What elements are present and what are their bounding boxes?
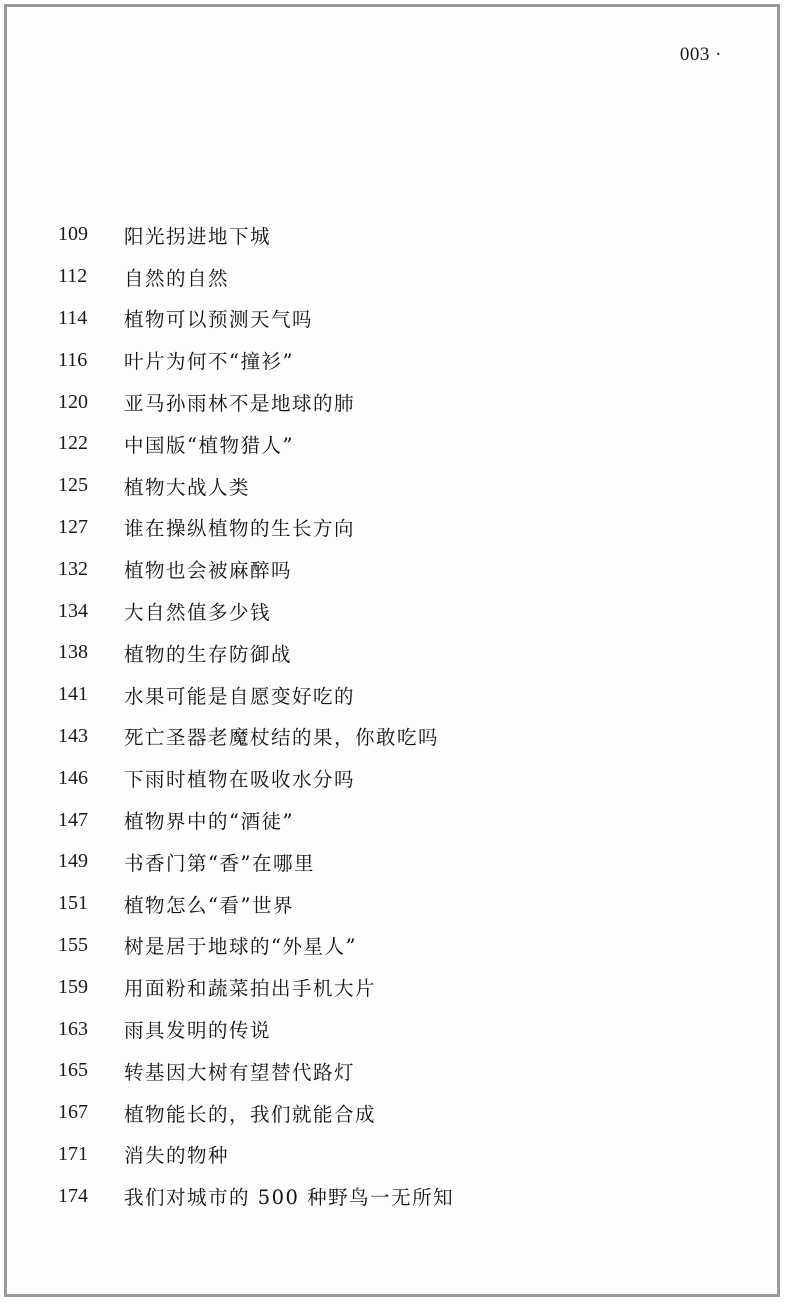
toc-entry-title: 植物也会被麻醉吗	[124, 559, 293, 583]
toc-entry[interactable]	[58, 1175, 454, 1217]
page-number: 003 ·	[679, 44, 722, 65]
toc-entry[interactable]	[58, 214, 454, 256]
toc-entry-title: 阳光拐进地下城	[124, 224, 272, 248]
toc-entry-page: 141	[58, 683, 88, 706]
toc-entry-title: 植物怎么“看”世界	[124, 893, 294, 917]
toc-entry-page: 122	[58, 432, 88, 455]
toc-entry-page: 125	[58, 474, 88, 497]
toc-entry-page: 116	[58, 348, 88, 371]
toc-entry[interactable]	[58, 799, 454, 841]
toc-entry-page: 132	[58, 557, 88, 580]
toc-entry-page: 109	[58, 223, 88, 246]
toc-entry-title: 植物大战人类	[124, 475, 251, 499]
toc-entry-title: 大自然值多少钱	[124, 601, 272, 625]
toc-entry-page: 138	[58, 641, 88, 664]
toc-entry[interactable]	[58, 674, 454, 716]
toc-entry-title: 书香门第“香”在哪里	[124, 851, 315, 875]
toc-entry-title: 植物能长的，我们就能合成	[124, 1102, 377, 1126]
toc-entry-title: 树是居于地球的“外星人”	[124, 935, 357, 959]
toc-entry-page: 120	[58, 390, 88, 413]
toc-entry[interactable]	[58, 381, 454, 423]
toc-entry-title: 死亡圣器老魔杖结的果，你敢吃吗	[124, 726, 440, 750]
toc-entry-title: 叶片为何不“撞衫”	[124, 350, 294, 374]
toc-entry-title: 谁在操纵植物的生长方向	[124, 517, 356, 541]
toc-entry-title: 植物的生存防御战	[124, 642, 293, 666]
toc-entry[interactable]	[58, 883, 454, 925]
toc-entry[interactable]	[58, 1092, 454, 1134]
toc-entry-page: 165	[58, 1059, 88, 1082]
toc-entry-page: 174	[58, 1184, 88, 1207]
toc-entry-title: 用面粉和蔬菜拍出手机大片	[124, 977, 377, 1001]
toc-entry[interactable]	[58, 339, 454, 381]
toc-entry-title: 中国版“植物猎人”	[124, 433, 294, 457]
toc-entry-page: 151	[58, 892, 88, 915]
toc-entry-title: 消失的物种	[124, 1144, 230, 1168]
toc-entry-page: 146	[58, 766, 88, 789]
toc-entry-page: 147	[58, 808, 88, 831]
toc-entry[interactable]	[58, 548, 454, 590]
toc-entry-title: 转基因大树有望替代路灯	[124, 1060, 356, 1084]
toc-entry[interactable]	[58, 256, 454, 298]
toc-entry[interactable]	[58, 716, 454, 758]
toc-entry-title: 我们对城市的 500 种野鸟一无所知	[124, 1186, 455, 1210]
toc-entry-page: 155	[58, 933, 88, 956]
toc-entry-page: 171	[58, 1142, 88, 1165]
toc-entry[interactable]	[58, 465, 454, 507]
toc-entry-page: 167	[58, 1101, 88, 1124]
toc-entry[interactable]	[58, 507, 454, 549]
toc-entry-page: 127	[58, 515, 88, 538]
toc-entry[interactable]	[58, 1050, 454, 1092]
toc-entry[interactable]	[58, 1008, 454, 1050]
toc-entry[interactable]	[58, 1134, 454, 1176]
toc-entry-title: 水果可能是自愿变好吃的	[124, 684, 356, 708]
toc-entry[interactable]	[58, 590, 454, 632]
toc-entry[interactable]	[58, 966, 454, 1008]
toc-entry[interactable]	[58, 925, 454, 967]
toc-entry-title: 亚马孙雨林不是地球的肺	[124, 392, 356, 416]
toc-entry-page: 134	[58, 599, 88, 622]
toc-entry[interactable]	[58, 423, 454, 465]
toc-entry-page: 112	[58, 265, 88, 288]
toc-entry-page: 114	[58, 306, 88, 329]
toc-entry-title: 雨具发明的传说	[124, 1019, 272, 1043]
toc-entry[interactable]	[58, 632, 454, 674]
toc-entry-page: 143	[58, 724, 88, 747]
table-of-contents	[58, 214, 454, 1217]
toc-entry-title: 植物可以预测天气吗	[124, 308, 314, 332]
toc-entry[interactable]	[58, 841, 454, 883]
toc-entry[interactable]	[58, 757, 454, 799]
toc-entry-page: 159	[58, 975, 88, 998]
toc-entry[interactable]	[58, 298, 454, 340]
toc-entry-title: 自然的自然	[124, 266, 230, 290]
toc-entry-title: 下雨时植物在吸收水分吗	[124, 768, 356, 792]
toc-entry-page: 163	[58, 1017, 88, 1040]
toc-entry-title: 植物界中的“酒徒”	[124, 810, 294, 834]
toc-entry-page: 149	[58, 850, 88, 873]
